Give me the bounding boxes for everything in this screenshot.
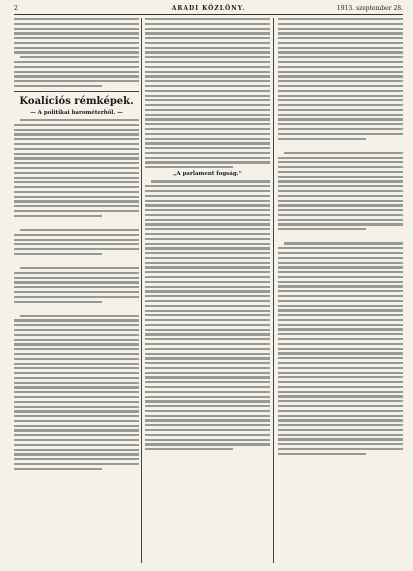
article-subheadline: — A politikai barométerből. — bbox=[30, 110, 123, 117]
page-number: 2 bbox=[14, 5, 18, 12]
column-2 bbox=[145, 18, 270, 453]
section-heading bbox=[14, 306, 139, 312]
article-text-block bbox=[278, 152, 403, 231]
article-text-block bbox=[278, 242, 403, 455]
section-heading bbox=[278, 233, 403, 239]
article-text-block bbox=[278, 18, 403, 140]
column-3 bbox=[278, 18, 403, 458]
section-heading bbox=[278, 143, 403, 149]
column-divider bbox=[273, 18, 274, 563]
article-text-block bbox=[14, 119, 139, 217]
issue-date: 1913. szeptember 28. bbox=[336, 5, 403, 12]
article-headline: Koalíciós rémképek. bbox=[19, 96, 134, 108]
column-divider bbox=[141, 18, 142, 563]
article-text-block bbox=[145, 18, 270, 168]
section-heading bbox=[14, 258, 139, 264]
page-header bbox=[14, 4, 403, 15]
section-heading bbox=[14, 220, 139, 226]
article-text-block bbox=[14, 315, 139, 470]
article-text-block bbox=[145, 180, 270, 450]
article-headline: „A parlament fogság.” bbox=[173, 171, 242, 178]
divider bbox=[14, 91, 139, 92]
article-text-block bbox=[14, 229, 139, 255]
newspaper-title: ARADI KÖZLÖNY. bbox=[171, 5, 246, 12]
article-text-block bbox=[14, 18, 139, 87]
column-1 bbox=[14, 18, 139, 472]
article-text-block bbox=[14, 267, 139, 303]
